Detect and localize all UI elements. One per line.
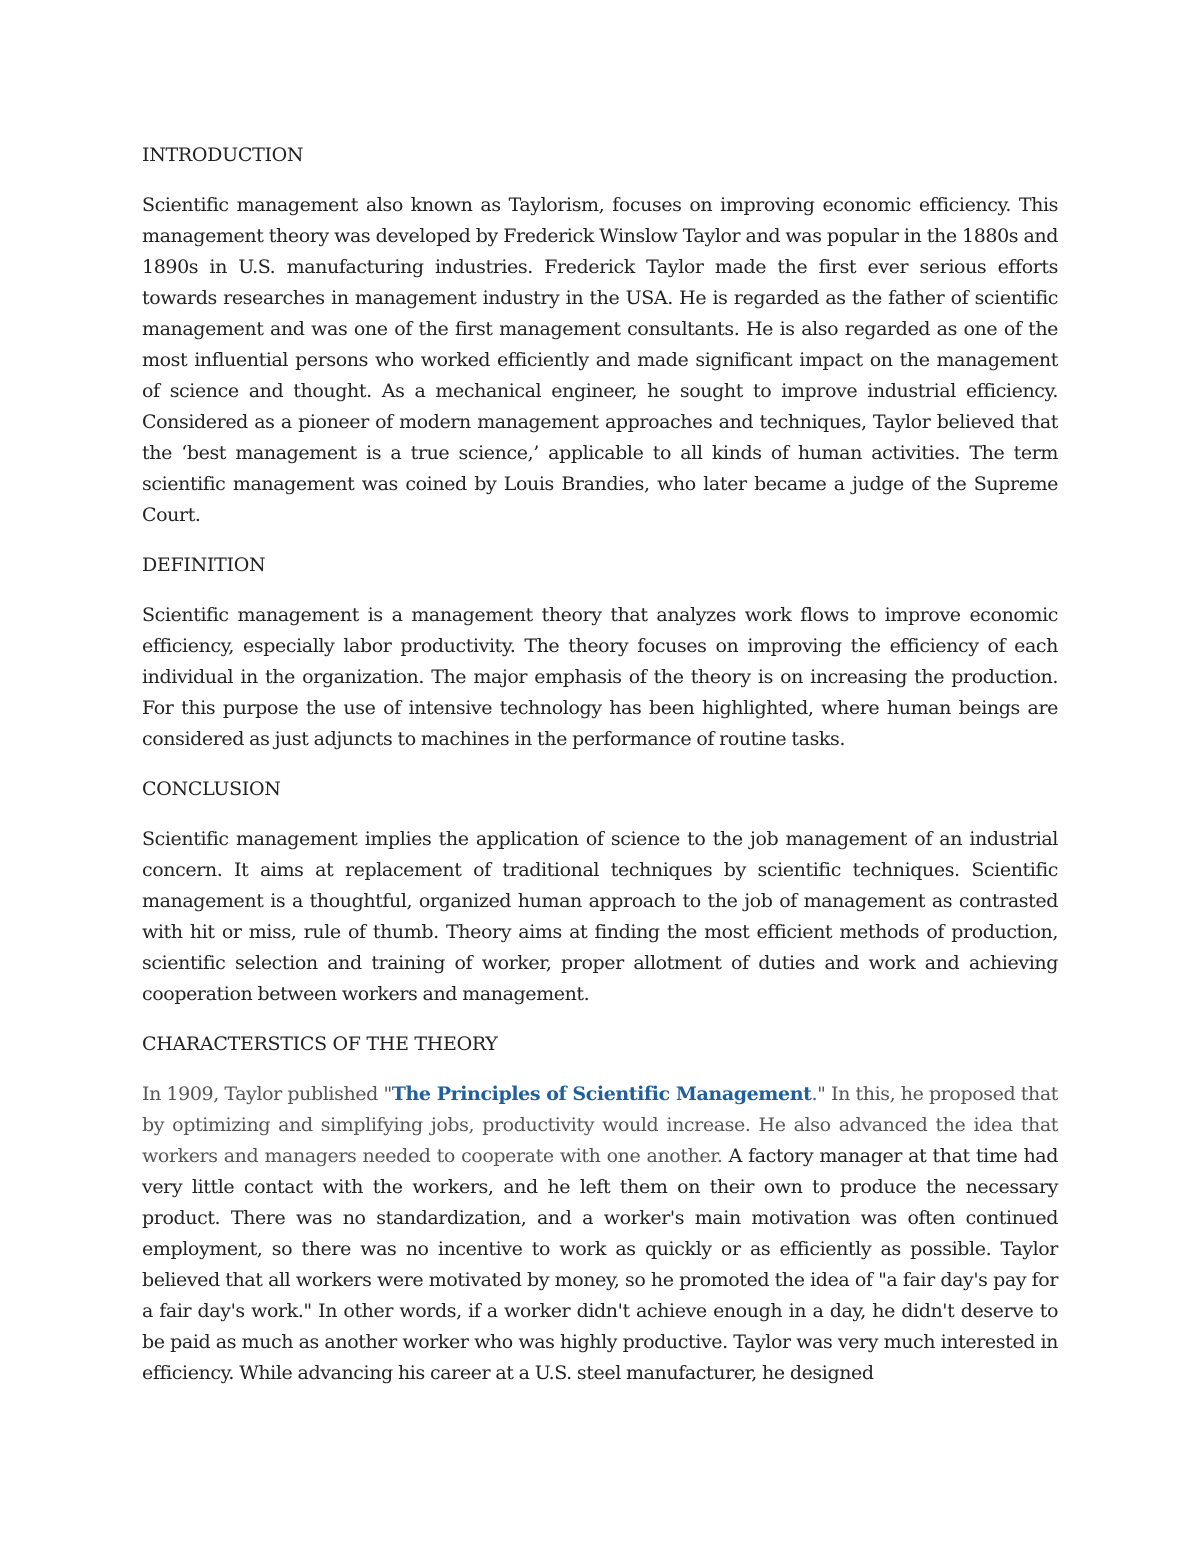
characteristics-after-link-text: In this, he proposed that by optimizing and simplifying jobs, productivity would increase. He also advanced the idea that workers and managers needed to cooperate with one another.	[142, 1083, 1058, 1167]
characteristics-body-rest: A factory manager at that time had very little contact with the workers, and he left them on their own to produce the necessary product. There was no standardization, and a worker's main motivation was often continued employment, so there was no incentive to work as quickly or as efficiently as possible. Taylor believed that all workers were motivated by money, so he promoted the idea of "a fair day's pay for a fair day's work." In other words, if a worker didn't achieve enough in a day, he didn't deserve to be paid as much as another worker who was highly productive. Taylor was very much interested in efficiency. While advancing his career at a U.S. steel manufacturer, he designed	[142, 1145, 1058, 1384]
open-quote: "	[383, 1083, 392, 1105]
definition-paragraph: Scientific management is a management theory that analyzes work flows to improve economic efficiency, especially labor productivity. The theory focuses on improving the efficiency of each individual in the organization. The major emphasis of the theory is on increasing the production. For this purpose the use of intensive technology has been highlighted, where human beings are considered as just adjuncts to machines in the performance of routine tasks.	[142, 604, 1058, 750]
introduction-heading: INTRODUCTION	[142, 144, 304, 166]
characteristics-paragraph	[142, 1079, 1058, 1389]
characteristics-intro-text: In 1909, Taylor published	[142, 1083, 384, 1105]
document-body	[142, 140, 1058, 1408]
principles-book-link[interactable]: The Principles of Scientific Management	[391, 1083, 812, 1105]
characteristics-heading: CHARACTERSTICS OF THE THEORY	[142, 1033, 498, 1055]
introduction-paragraph: Scientific management also known as Taylorism, focuses on improving economic efficiency. This management theory was developed by Frederick Winslow Taylor and was popular in the 1880s and 1890s in U.S. manufacturing industries. Frederick Taylor made the first ever serious efforts towards researches in management industry in the USA. He is regarded as the father of scientific management and was one of the first management consultants. He is also regarded as one of the most influential persons who worked efficiently and made significant impact on the management of science and thought. As a mechanical engineer, he sought to improve industrial efficiency. Considered as a pioneer of modern management approaches and techniques, Taylor believed that the ‘best management is a true science,’ applicable to all kinds of human activities. The term scientific management was coined by Louis Brandies, who later became a judge of the Supreme Court.	[142, 194, 1058, 526]
conclusion-heading: CONCLUSION	[142, 778, 281, 800]
conclusion-paragraph: Scientific management implies the application of science to the job management of an industrial concern. It aims at replacement of traditional techniques by scientific techniques. Scientific management is a thoughtful, organized human approach to the job of management as contrasted with hit or miss, rule of thumb. Theory aims at finding the most efficient methods of production, scientific selection and training of worker, proper allotment of duties and work and achieving cooperation between workers and management.	[142, 828, 1058, 1005]
definition-heading: DEFINITION	[142, 554, 266, 576]
close-quote: ."	[811, 1083, 826, 1105]
